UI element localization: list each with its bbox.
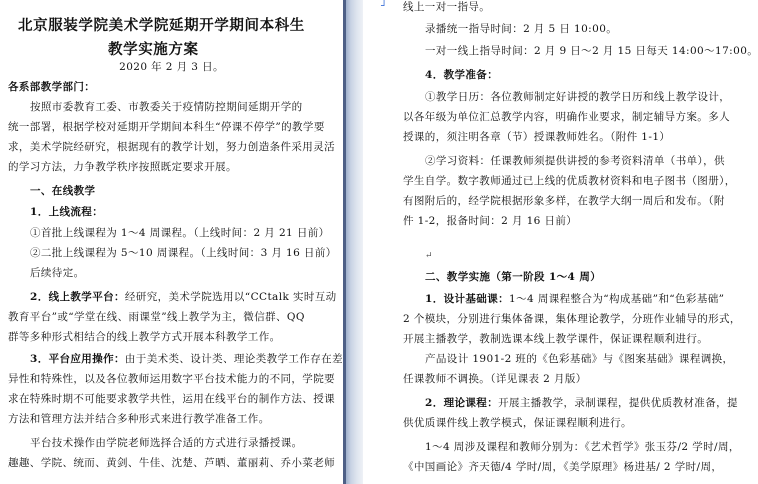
- theory-paragraph-line: [425, 396, 738, 410]
- design-text: 1～4 周课程整合为“构成基础”和“色彩基础”: [509, 293, 725, 305]
- platform-text: 教育平台”或“学堂在线、雨课堂”线上教学为主，微信群、QQ: [8, 311, 305, 323]
- operation-text: 由于美术类、设计类、理论类教学工作存在差: [124, 353, 343, 365]
- intro-line: 求，美术学院经研究，根据现有的教学计划，努力创造条件采用灵活: [8, 141, 335, 153]
- theory-text: 供优质课件线上教学模式，保证课程顺利进行。: [403, 417, 632, 429]
- body-line: 平台技术操作由学院老师选择合适的方式进行录播授课。: [30, 437, 303, 449]
- paragraph-mark: ↵: [425, 251, 433, 261]
- prep-line: 件 1-2，报备时间：2 月 16 日前）: [403, 215, 578, 227]
- theory-heading: 2．理论课程：: [425, 397, 499, 409]
- theory-text: 开展主播教学，录制课程，提供优质教材准备，提: [498, 397, 738, 409]
- platform-text: 经研究，美术学院选用以“CCtalk 实时互动: [124, 291, 337, 303]
- operation-paragraph-line: [30, 352, 343, 366]
- page-gutter-edge: [343, 0, 346, 484]
- platform-text: 群等多种形式相结合的线上教学方式开展本科教学工作。: [8, 331, 281, 343]
- platform-heading: 2．线上教学平台：: [30, 291, 125, 303]
- batch-line: ①首批上线课程为 1～4 周课程。（上线时间：2 月 21 日前）: [30, 227, 330, 239]
- document-title-line1: 北京服装学院美术学院延期开学期间本科生: [18, 18, 305, 34]
- operation-text: 异性和特殊性，以及各位教师运用数字平台技术能力的不同，学院要: [8, 373, 335, 385]
- section-heading: 一、在线教学: [30, 185, 96, 197]
- platform-paragraph-line: [30, 290, 343, 304]
- design-heading: 1．设计基础课：: [425, 293, 510, 305]
- prep-line: 学生自学。数字教师通过已上线的优质教材资料和电子图书（图册），: [403, 175, 736, 187]
- batch-line: ②二批上线课程为 5～10 周课程。（上线时间：3 月 16 日前）: [30, 247, 337, 259]
- guidance-time-line: 一对一线上指导时间：2 月 9 日～2 月 15 日每天 14:00～17:00。: [425, 45, 758, 57]
- page-gutter: [343, 0, 363, 484]
- body-line: 线上一对一指导。: [403, 1, 491, 13]
- body-line: 趣趣、学院、统而、黄剑、牛佳、沈楚、芦晒、董丽莉、乔小菜老师: [8, 457, 335, 469]
- course-line: 1～4 周涉及课程和教师分别为：《艺术哲学》张玉芬/2 学时/周，: [425, 441, 740, 453]
- operation-heading: 3．平台应用操作：: [30, 353, 125, 365]
- greeting: 各系部教学部门：: [8, 81, 96, 93]
- document-title-line2: 教学实施方案: [108, 42, 199, 58]
- prep-line: ②学习资料：任课教师须提供讲授的参考资料清单（书单），供: [425, 155, 725, 167]
- margin-corner-mark: ┘: [381, 1, 388, 12]
- operation-text: 求在特殊时期不可能要求教学共性，运用在线平台的制作方法、授课: [8, 393, 335, 405]
- prep-line: 有图附后的，经学院根据形象多样，在教学大纲一周后和发布。（附: [403, 195, 725, 207]
- section-heading: 4．教学准备：: [425, 69, 499, 81]
- intro-line: 的学习方法，力争教学秩序按照既定要求开展。: [8, 161, 237, 173]
- sub-heading: 1．上线流程：: [30, 206, 104, 218]
- batch-note: 后续待定。: [30, 267, 85, 279]
- intro-line: 统一部署，根据学校对延期开学期间本科生“停课不停学”的教学要: [8, 121, 325, 133]
- course-line: 《中国画论》齐天德/4 学时/周，《美学原理》杨进基/ 2 学时/周，: [403, 461, 723, 473]
- operation-text: 方法和管理方法并结合多种形式来进行教学准备工作。: [8, 413, 270, 425]
- design-text: 产品设计 1901-2 班的《色彩基础》与《图案基础》课程调换，: [425, 353, 734, 365]
- prep-line: 授课的，须注明各章（节）授课教师姓名。（附件 1-1）: [403, 131, 671, 143]
- prep-line: 以各年级为单位汇总教学内容，明确作业要求，制定辅导方案。多人: [403, 111, 730, 123]
- document-date: 2020 年 2 月 3 日。: [119, 61, 224, 73]
- right-page: [363, 0, 758, 484]
- design-text: 开展主播教学，教制选课本线上教学课件，保证课程顺利进行。: [403, 333, 709, 345]
- prep-line: ①教学日历：各位教师制定好讲授的教学日历和线上教学设计，: [425, 91, 731, 103]
- design-text: 2 个模块，分别进行集体备课，集体理论教学，分班作业辅导的形式，: [403, 313, 741, 325]
- design-paragraph-line: [425, 292, 725, 306]
- left-page: [0, 0, 343, 484]
- design-text: 任课教师不调换。（详见课表 2 月版）: [403, 373, 587, 385]
- section-heading: 二、教学实施（第一阶段 1～4 周）: [425, 271, 602, 283]
- intro-line: 按照市委教育工委、市教委关于疫情防控期间延期开学的: [30, 101, 303, 113]
- guidance-time-line: 录播统一指导时间：2 月 5 日 10:00。: [425, 23, 618, 35]
